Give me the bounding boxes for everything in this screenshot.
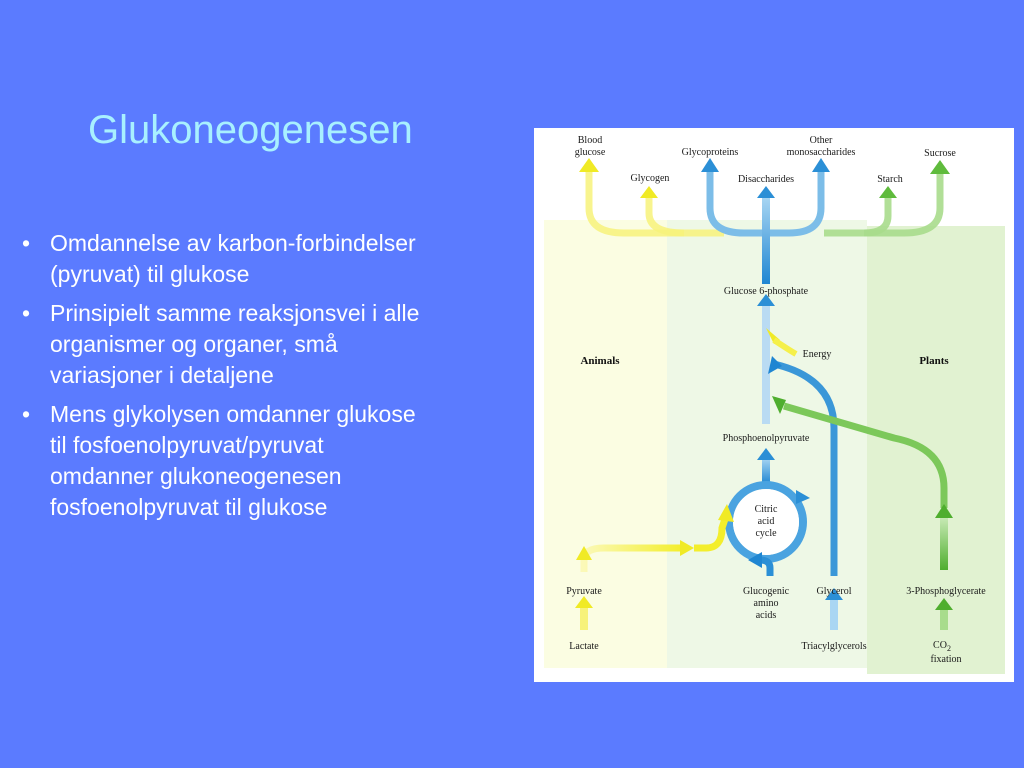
sucrose-arrowhead — [930, 160, 950, 174]
starch-arrowhead — [879, 186, 897, 198]
glucogenic-label: Glucogenic — [742, 586, 790, 597]
bullet-dot: • — [22, 300, 31, 326]
bullet-line: omdanner glukoneogenesen — [50, 463, 342, 489]
blood-glucose-label: Blood — [577, 135, 603, 146]
disaccharides-label: Disaccharides — [737, 174, 795, 185]
glycoproteins-label: Glycoproteins — [681, 147, 739, 158]
bullet-item — [20, 399, 520, 523]
glycogen-arrowhead — [640, 186, 658, 198]
blood-glucose-label-2: glucose — [574, 147, 606, 158]
animals-label: Animals — [580, 355, 620, 367]
citric-label: Citric — [754, 504, 778, 515]
fixation-label: fixation — [930, 654, 962, 665]
amino-label: amino — [753, 598, 779, 609]
glycogen-label: Glycogen — [630, 173, 670, 184]
trunk-cycle-to-pep — [762, 458, 770, 484]
pyruvate-label: Pyruvate — [566, 586, 602, 597]
g6p-label: Glucose 6-phosphate — [723, 286, 809, 297]
bullet-line: (pyruvat) til glukose — [50, 261, 250, 287]
slide-title: Glukoneogenesen — [88, 108, 413, 152]
bullet-dot: • — [22, 401, 31, 427]
acids-label: acids — [755, 610, 777, 621]
starch-label: Starch — [877, 174, 903, 185]
glycoproteins-arrowhead — [701, 158, 719, 172]
bullet-list — [20, 228, 520, 531]
glycerol-label: Glycerol — [816, 586, 852, 597]
cycle-label: cycle — [755, 528, 777, 539]
lactate-label: Lactate — [569, 641, 599, 652]
co2-subscript: 2 — [946, 644, 951, 653]
3pg-label: 3-Phosphoglycerate — [906, 586, 986, 597]
bullet-line: Mens glykolysen omdanner glukose — [50, 401, 416, 427]
bullet-dot: • — [22, 230, 31, 256]
sucrose-label: Sucrose — [924, 148, 956, 159]
co2-text: CO — [933, 640, 947, 651]
plants-label: Plants — [919, 355, 949, 367]
bullet-line: til fosfoenolpyruvat/pyruvat — [50, 432, 324, 458]
main-blue-trunk — [762, 196, 770, 284]
co2-up-green — [940, 608, 948, 630]
gluconeogenesis-diagram — [534, 128, 1014, 682]
diagram-svg — [534, 128, 1014, 682]
other-monosaccharides-arrowhead — [812, 158, 830, 172]
other-monosaccharides-label-2: monosaccharides — [786, 147, 856, 158]
other-monosaccharides-label: Other — [809, 135, 833, 146]
acid-label: acid — [757, 516, 775, 527]
bullet-line: Omdannelse av karbon-forbindelser — [50, 230, 416, 256]
bullet-item — [20, 228, 520, 290]
animals-region — [544, 220, 667, 668]
bullet-line: fosfoenolpyruvat til glukose — [50, 494, 328, 520]
disaccharides-arrowhead — [757, 186, 775, 198]
plants-region — [867, 226, 1005, 674]
lactate-to-pyruvate — [580, 606, 588, 630]
pg-up-green — [940, 518, 948, 570]
bullet-line: organismer og organer, små — [50, 331, 338, 357]
energy-label: Energy — [802, 349, 832, 360]
bullet-item — [20, 298, 520, 391]
bullet-line: variasjoner i detaljene — [50, 362, 274, 388]
triacylglycerols-label: Triacylglycerols — [801, 641, 867, 652]
pep-label: Phosphoenolpyruvate — [722, 433, 810, 444]
trunk-g6p-to-pep — [762, 304, 770, 424]
bullet-line: Prinsipielt samme reaksjonsvei i alle — [50, 300, 420, 326]
blood-glucose-arrowhead — [579, 158, 599, 172]
triacylglycerol-to-glycerol — [830, 598, 838, 630]
